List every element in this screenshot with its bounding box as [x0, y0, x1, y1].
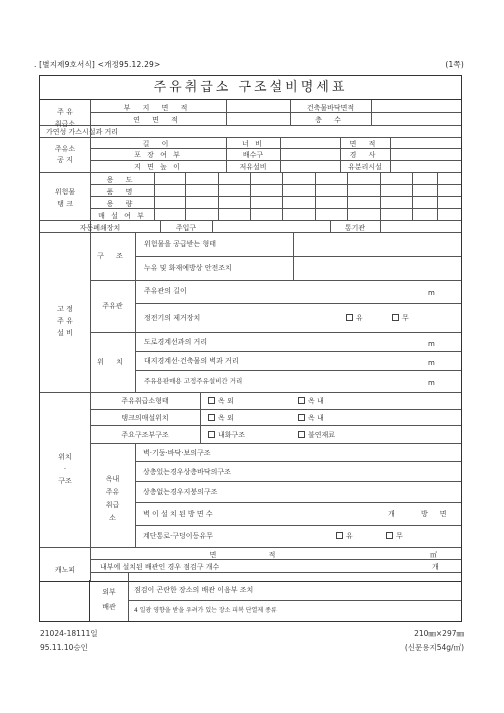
- form-header: [34, 59, 464, 71]
- leak-safety-label: 누유 및 화재예방상 안전조치: [144, 264, 232, 272]
- static-removal-label: 정전기의 제거장치: [144, 314, 201, 322]
- pipe-length-label: 주유관의 길이: [144, 287, 187, 295]
- noncombustible-option[interactable]: 불연재료: [298, 431, 335, 439]
- checkbox[interactable]: [208, 431, 215, 438]
- tank-section-label: 위험물 탱 크: [54, 188, 76, 208]
- tank-buried: 매 설 여 부: [98, 212, 146, 220]
- tank-item: 품 명: [106, 188, 138, 196]
- approval-date: 95.11.10승인: [40, 643, 88, 652]
- position-label: 위 치: [97, 358, 128, 366]
- checkbox[interactable]: [386, 532, 393, 539]
- pipe-length-unit: m: [428, 289, 435, 297]
- yard-drain: 배수구: [242, 151, 264, 159]
- floors-label: 층 수: [315, 116, 346, 124]
- specification-form: [39, 75, 462, 582]
- location-section-label: 위치 · 구조: [58, 453, 72, 485]
- supply-form-label: 위험물을 공급받는 형태: [144, 240, 217, 248]
- tank-location-label: 탱크의매설위치: [121, 414, 169, 422]
- checkbox[interactable]: [392, 314, 399, 321]
- fixed-section-label: 고 정 주 유 설 비: [57, 305, 73, 337]
- boundary-distance-unit: m: [428, 359, 435, 367]
- station-section-label: 주 유 취급소: [54, 108, 76, 128]
- gas-distance-label: 가연성 가스시설과 거리: [46, 128, 119, 136]
- form-code: 21024-18111일: [40, 629, 98, 638]
- floor-area-label: 건축물바닥면적: [306, 104, 355, 112]
- checkbox[interactable]: [298, 397, 305, 404]
- indoor-station-label: 옥내 주유 취급 소: [105, 475, 120, 522]
- paper-size: 210㎜×297㎜: [414, 629, 464, 638]
- station-type-indoor[interactable]: 옥 내: [298, 397, 324, 405]
- yard-slope: 경 사: [349, 151, 381, 159]
- upper-floor-structure-label: 상층있는경우상층바닥의구조: [143, 468, 231, 476]
- canopy-section-label: 캐노피: [54, 566, 76, 574]
- static-no[interactable]: 무: [392, 314, 409, 322]
- direction-unit: 개 방면: [388, 510, 459, 518]
- page-number: (1쪽): [445, 60, 464, 69]
- stair-passage-label: 계단통로·구덩이등유무: [143, 532, 213, 540]
- tank-capacity: 용 량: [106, 200, 138, 208]
- road-distance-unit: m: [428, 340, 435, 348]
- checkbox[interactable]: [208, 397, 215, 404]
- main-structure-label: 주요구조부구조: [121, 431, 169, 439]
- yard-oil-separator: 유분리시설: [348, 163, 382, 171]
- stair-no[interactable]: 무: [386, 532, 403, 540]
- yard-area: 면 적: [349, 140, 381, 148]
- checkbox[interactable]: [298, 431, 305, 438]
- dispenser-distance-label: 주유용판매용 고정주유설비간 거리: [144, 377, 243, 385]
- tank-usage: 용 도: [106, 176, 138, 184]
- tank-location-outdoor[interactable]: 옥 외: [208, 414, 234, 422]
- inlet-label: 주입구: [175, 224, 197, 232]
- pipe-inspection-label: 내부에 설치된 배관인 경우 점검구 개수: [100, 563, 220, 571]
- exterior-pipe-label: 외부 배관: [102, 588, 116, 611]
- site-area-label: 부 지 면 적: [123, 104, 193, 112]
- checkbox[interactable]: [208, 414, 215, 421]
- pipe-inspection-unit: 개: [432, 563, 439, 571]
- insulation-label: 4 일광 영향을 받을 우려가 있는 장소 피복 단열제 종류: [134, 607, 277, 614]
- paper-type: (신문용지54g/㎡): [404, 643, 464, 652]
- wall-count-label: 벽 이 설 치 된 방 면 수: [143, 510, 213, 518]
- canopy-left-cell: [39, 580, 90, 622]
- station-type-label: 주유취급소형태: [121, 397, 169, 405]
- wall-structure-label: 벽·기둥·바닥·보의구조: [143, 449, 211, 457]
- checkbox[interactable]: [298, 414, 305, 421]
- stair-yes[interactable]: 유: [336, 532, 353, 540]
- pipe-joint-label: 점검이 곤란한 장소의 배관 이음부 조치: [134, 586, 254, 594]
- fireproof-option[interactable]: 내화구조: [208, 431, 245, 439]
- boundary-distance-label: 대지경계선·건축물의 벽과 거리: [144, 357, 239, 365]
- exterior-pipe-block: [89, 580, 462, 622]
- checkbox[interactable]: [336, 532, 343, 539]
- pipe-label: 주유관: [102, 302, 123, 310]
- yard-height: 지 면 높 이: [134, 163, 182, 171]
- road-distance-label: 도로경계선과의 거리: [144, 338, 208, 346]
- form-label: . [별지제9호서식] <개정95.12.29>: [34, 60, 161, 69]
- form-title: 주유취급소 구조설비명세표: [40, 76, 461, 100]
- dispenser-distance-unit: m: [428, 379, 435, 387]
- yard-width: 너 비: [242, 140, 264, 148]
- structure-label: 구 조: [97, 252, 128, 260]
- static-yes[interactable]: 유: [346, 314, 363, 322]
- canopy-area-unit: ㎡: [430, 551, 437, 559]
- yard-paving: 포 장 여 부: [134, 151, 182, 159]
- station-type-outdoor[interactable]: 옥 외: [208, 397, 234, 405]
- yard-length: 길 이: [142, 140, 174, 148]
- roof-structure-label: 상층없는경우지붕의구조: [143, 488, 218, 496]
- total-area-label: 연 면 적: [133, 116, 183, 124]
- yard-storage: 저유설비: [239, 163, 267, 171]
- auto-shutoff-label: 자동폐쇄장치: [79, 224, 121, 232]
- canopy-area-label: 면 적: [209, 551, 301, 559]
- yard-section-label: 주유소 공 지: [54, 145, 76, 164]
- vent-label: 통기관: [344, 224, 366, 232]
- tank-location-indoor[interactable]: 옥 내: [298, 414, 324, 422]
- checkbox[interactable]: [346, 314, 353, 321]
